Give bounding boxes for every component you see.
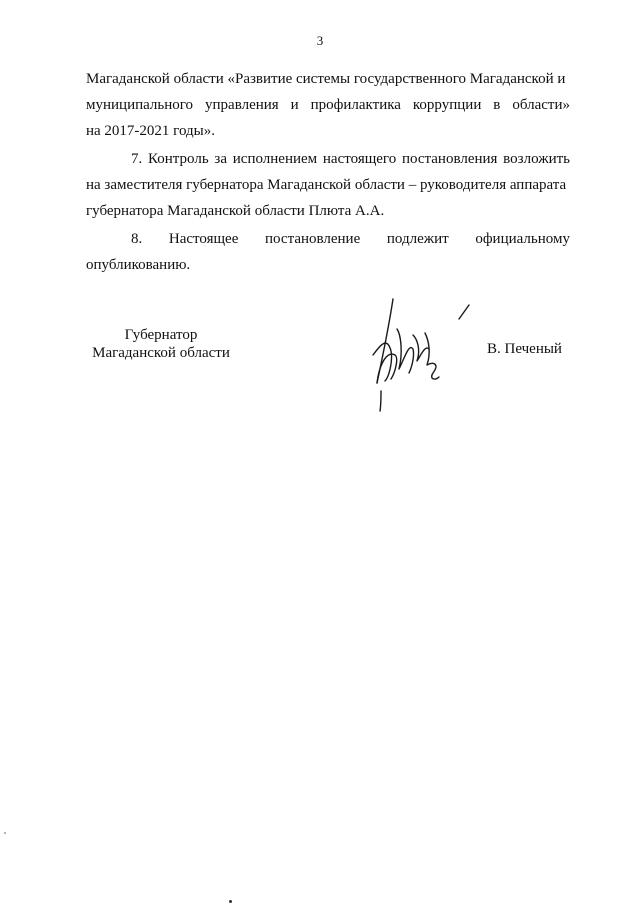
scan-speck [229,900,232,903]
text-line: на 2017-2021 годы». [86,123,215,139]
text-line: 7. Контроль за исполнением настоящего постановления возложить [131,151,570,167]
paragraph-7 [86,146,570,224]
text-line: 8. Настоящее постановление подлежит официальному [131,231,570,247]
paragraph-6-continuation [86,66,570,144]
scan-speck [4,832,6,834]
text-line: Магаданской области «Развитие системы государственного Магаданской и [86,71,566,87]
signatory-region: Магаданской области [92,345,230,361]
text-line: муниципального управления и профилактика коррупции в области» [86,97,570,113]
text-line: на заместителя губернатора Магаданской области – руководителя аппарата [86,177,567,193]
text-line: опубликованию. [86,257,191,273]
paragraph-8 [86,226,570,278]
signatory-name: В. Печеный [487,341,562,357]
handwritten-signature [365,295,475,415]
signatory-position: Губернатор [124,327,198,343]
signatory-title [86,326,236,362]
page-number: 3 [316,33,324,48]
text-line: губернатора Магаданской области Плюта А.А. [86,203,385,219]
